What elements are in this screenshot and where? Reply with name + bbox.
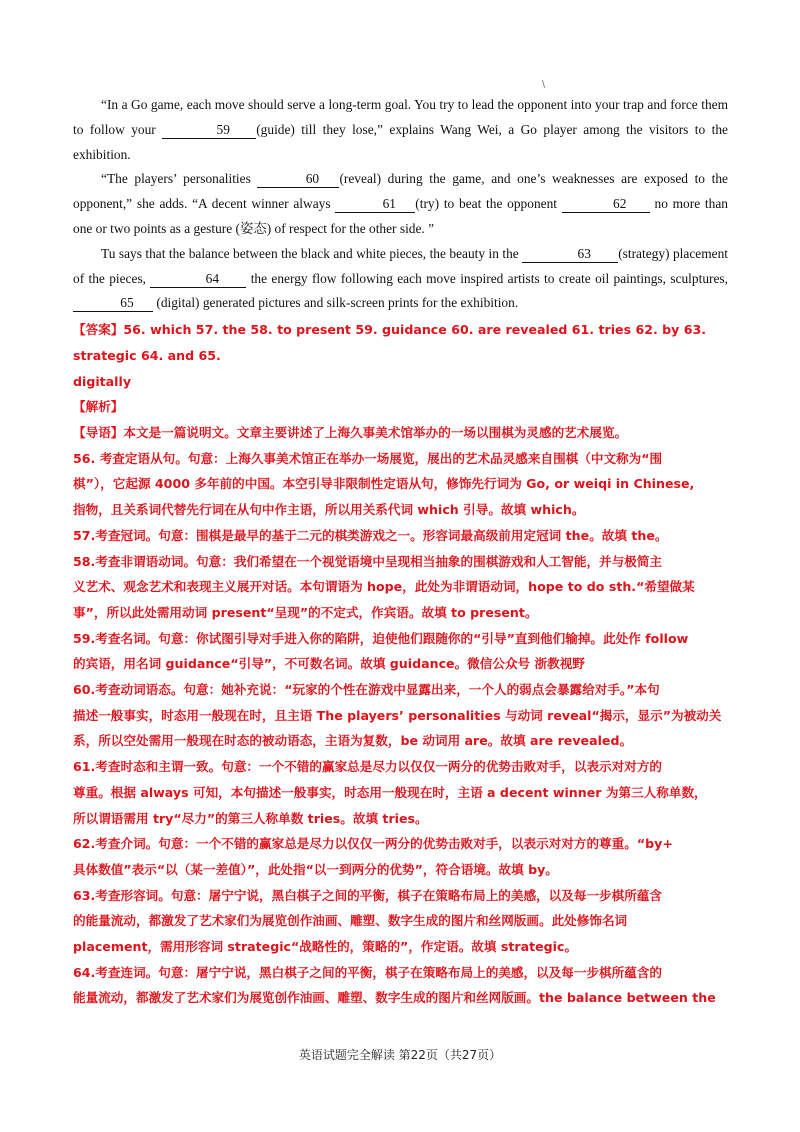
explanation-line: 描述一般事实，时态用一般现在时，且主语 The players’ personalities 与动词 reveal“揭示，显示”为被动关 [73, 707, 722, 723]
explanation-line: 义艺术、观念艺术和表现主义展开对话。本句谓语为 hope，此处为非谓语动词，hope to do sth.“希望做某 [73, 579, 695, 595]
answer-section [73, 317, 728, 1011]
explanation-line: placement，需用形容词 strategic“战略性的，策略的”，作定语。故填 strategic。 [73, 939, 578, 955]
passage-paragraph-2: “The players’ personalities 60 (reveal) during the game, and one’s weaknesses are exposed to the opponent,” she adds. “A decent winner always 61 (try) to beat the opponent 62 no more than one or two points as a gesture (姿态) of respect for the other side. ” [73, 171, 728, 236]
explanation-line: 62.考查介词。句意：一个不错的赢家总是尽力以仅仅一两分的优势击败对手，以表示对对方的尊重。“by+ [73, 836, 673, 852]
explanation-line: 58.考查非谓语动词。句意：我们希望在一个视觉语境中呈现相当抽象的围棋游戏和人工智能，并与极简主 [73, 553, 663, 569]
explanation-line: 59.考查名词。句意：你试图引导对手进入你的陷阱，迫使他们跟随你的“引导”直到他们输掉。此处作 follow [73, 630, 689, 646]
corner-mark: \ [542, 80, 546, 90]
explanation-line: 57.考查冠词。句意：围棋是最早的基于二元的棋类游戏之一。形容词最高级前用定冠词 the。故填 the。 [73, 527, 668, 543]
explanation-line: 61.考查时态和主谓一致。句意：一个不错的赢家总是尽力以仅仅一两分的优势击败对手，以表示对对方的 [73, 759, 663, 775]
explanation-line: 的宾语，用名词 guidance“引导”，不可数名词。故填 guidance。微信公众号 浙教视野 [73, 656, 585, 672]
passage-content [73, 93, 728, 1011]
explanation-line: 系，所以空处需用一般现在时态的被动语态，主语为复数，be 动词用 are。故填 are revealed。 [73, 733, 633, 749]
explanation-line: 能量流动，都激发了艺术家们为展览创作油画、雕塑、数字生成的图片和丝网版画。the balance between the [73, 990, 716, 1006]
explanation-line: 所以谓语需用 try“尽力”的第三人称单数 tries。故填 tries。 [73, 810, 428, 826]
blank-62[interactable]: 62 [562, 196, 650, 213]
page-footer: 英语试题完全解读 第22页（共27页） [298, 1048, 502, 1062]
analysis-heading: 【解析】 [73, 399, 124, 415]
explanation-line: 事”，所以此处需用动词 present“呈现”的不定式，作宾语。故填 to present。 [73, 604, 538, 620]
explanation-line: 56. 考查定语从句。句意：上海久事美术馆正在举办一场展览，展出的艺术品灵感来自围棋（中文称为“围 [73, 450, 663, 466]
passage-paragraph-1: “In a Go game, each move should serve a long-term goal. You try to lead the opponent into your trap and force them to follow your 59 (guide) till they lose,” explains Wang Wei, a Go player among the visitors to the exhibition. [73, 97, 729, 162]
blank-65[interactable]: 65 [73, 295, 153, 312]
explanation-line: 60.考查动词语态。句意：她补充说：“玩家的个性在游戏中显露出来，一个人的弱点会暴露给对手。”本句 [73, 682, 660, 698]
explanation-line: 具体数值”表示“以（某一差值）”，此处指“以一到两分的优势”，符合语境。故填 by。 [73, 861, 558, 877]
blank-63[interactable]: 63 [522, 246, 618, 263]
explanation-line: 64.考查连词。句意：屠宁宁说，黑白棋子之间的平衡，棋子在策略布局上的美感，以及每一步棋所蕴含的 [73, 964, 663, 980]
answer-key-continuation: digitally [73, 373, 132, 389]
explanation-line: 的能量流动，都激发了艺术家们为展览创作油画、雕塑、数字生成的图片和丝网版画。此处修饰名词 [73, 913, 628, 929]
answer-key-line: 【答案】56. which 57. the 58. to present 59. guidance 60. are revealed 61. tries 62. by 63. strategic 64. and 65. [73, 322, 707, 363]
explanation-line: 指物，且关系词代替先行词在从句中作主语，所以用关系代词 which 引导。故填 which。 [73, 502, 585, 518]
explanation-line: 尊重。根据 always 可知，本句描述一般事实，时态用一般现在时，主语 a decent winner 为第三人称单数， [73, 784, 707, 800]
blank-60[interactable]: 60 [257, 171, 339, 188]
passage-paragraph-3: Tu says that the balance between the black and white pieces, the beauty in the 63 (strategy) placement of the pieces, 64 the energy flow following each move inspired artists to create oil paintings, sculptures, 65 (digital) generated pictures and silk-screen prints for the exhibition. [73, 245, 728, 311]
explanation-line: 棋”），它起源 4000 多年前的中国。本空引导非限制性定语从句，修饰先行词为 Go, or weiqi in Chinese, [73, 476, 695, 492]
blank-61[interactable]: 61 [335, 196, 415, 213]
explanation-line: 63.考查形容词。句意：屠宁宁说，黑白棋子之间的平衡，棋子在策略布局上的美感，以及每一步棋所蕴含 [73, 887, 663, 903]
intro-line: 【导语】本文是一篇说明文。文章主要讲述了上海久事美术馆举办的一场以围棋为灵感的艺术展览。 [73, 424, 628, 440]
blank-59[interactable]: 59 [162, 122, 256, 139]
blank-64[interactable]: 64 [150, 271, 246, 288]
